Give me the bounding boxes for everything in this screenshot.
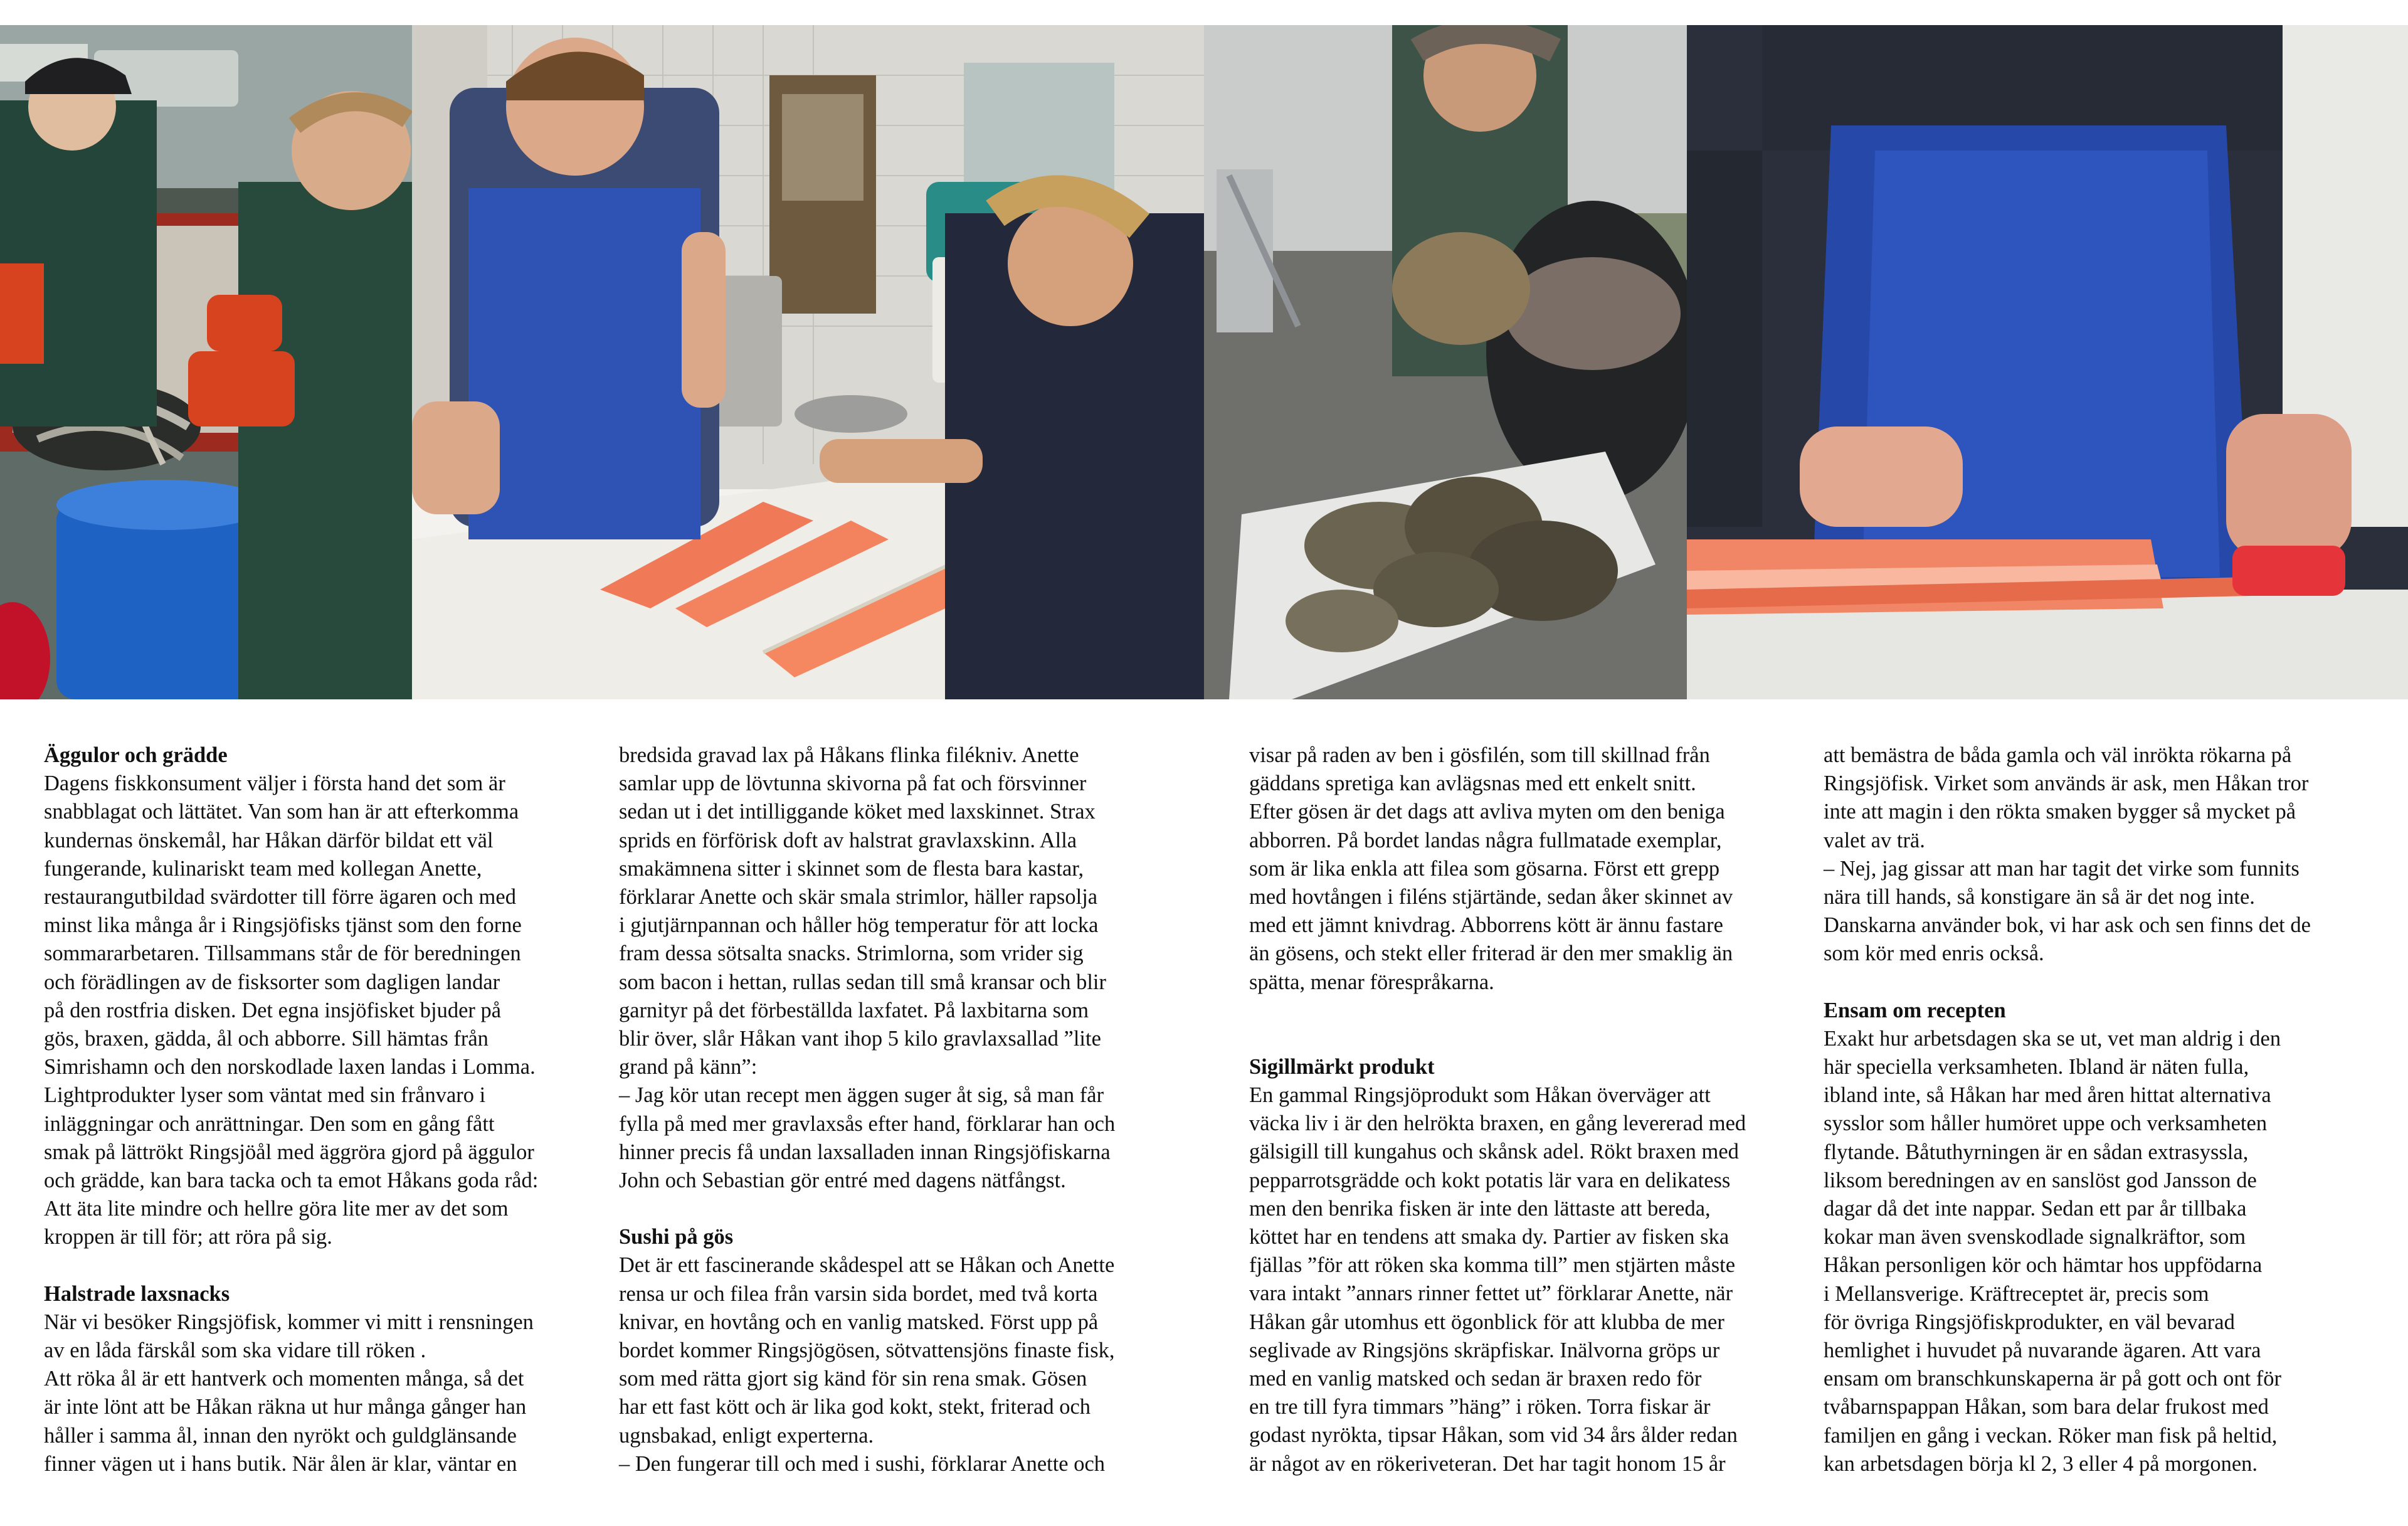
photo-salmon-preparation xyxy=(412,25,1204,699)
paragraph-6: En gammal Ringsjöprodukt som Håkan överväger att väcka liv i är den helrökta braxen, en gång levererad med gälsigill till kungahus och skånsk adel. Rökt braxen med pepparrotsgrädde och kokt potatis lär vara en delikatess men den benrika fisken är inte den lättaste att bereda, köttet har en tendens att smaka dy. Partier av fisken ska fjällas ”för att röken ska komma till” men stjärten måste vara intakt ”annars rinner fettet ut” förklarar Anette, när Håkan går utomhus ett ögonblick för att klubba de mer seglivade av Ringsjöns skräpfiskar. Inälvorna gröps ur med en vanlig matsked och sedan är braxen redo för en tre till fyra timmars ”häng” i röken. Torra fiskar är godast nyrökta, tipsar Håkan, som vid 34 års ålder redan är något av en rökeriveteran. Det har tagit honom 15 år xyxy=(1249,1083,1746,1476)
photo-salmon-slicing xyxy=(1687,25,2408,699)
photo-bream-catch xyxy=(1204,25,1687,699)
eel-sorting-image xyxy=(0,25,412,699)
paragraph-5: visar på raden av ben i gösfilén, som till skillnad från gäddans spretiga kan avlägsnas med ett enkelt snitt. Efter gösen är det dags att avliva myten om den beniga abborren. På bordet landas några fullmatade exemplar, som är lika enkla att filea som gösarna. Först ett grepp med hovtången i filéns stjärtände, sedan åker skinnet av med ett jämnt knivdrag. Abborrens kött är ännu fastare än gösens, och stekt eller friterad är den mer smaklig än spätta, menar förespråkarna. xyxy=(1249,743,1733,994)
heading-sushi-pa-gos: Sushi på gös xyxy=(619,1225,734,1249)
heading-ensam-om-recepten: Ensam om recepten xyxy=(1824,998,2006,1022)
column-2 xyxy=(619,741,1171,1478)
paragraph-1: Dagens fiskkonsument väljer i första hand det som är snabblagat och lättätet. Van som han är att efterkomma kundernas önskemål, har Håkan därför bildat ett väl fungerande, kulinariskt team med kollegan Anette, restaurangutbildad svärdotter till förre ägaren och med minst lika många år i Ringsjöfisks tjänst som den forne sommararbetaren. Tillsammans står de för beredningen och förädlingen av de fisksorter som dagligen landar på den rostfria disken. Det egna insjöfisket bjuder på gös, braxen, gädda, ål och abborre. Sill hämtas från Simrishamn och den norskodlade laxen landas i Lomma. Lightprodukter lyser som väntat med sin frånvaro i inläggningar och anrättningar. Den som en gång fått smak på lättrökt Ringsjöål med äggröra gjord på äggulor och grädde, kan bara tacka och ta emot Håkans goda råd: Att äta lite mindre och hellre göra lite mer av det som kroppen är till för; att röra på sig. xyxy=(44,771,539,1249)
heading-aggulor-och-gradde: Äggulor och grädde xyxy=(44,743,228,767)
column-1 xyxy=(44,741,596,1478)
bream-catch-image xyxy=(1204,25,1687,699)
paragraph-7: att bemästra de båda gamla och väl inrökta rökarna på Ringsjöfisk. Virket som används är ask, men Håkan tror inte att magin i den rökta smaken bygger så mycket på valet av trä. – Nej, jag gissar att man har tagit det virke som funnits nära till hands, så konstigare än så är det nog inte. Danskarna använder bok, vi har ask och sen finns det de som kör med enris också. xyxy=(1824,743,2311,966)
paragraph-2: När vi besöker Ringsjöfisk, kommer vi mitt i rensningen av en låda färskål som ska vidare till röken . Att röka ål är ett hantverk och momenten många, så det är inte lönt att be Håkan räkna ut hur många gånger han håller i samma ål, innan den nyrökt och guldglänsande finner vägen ut i hans butik. När ålen är klar, väntar en xyxy=(44,1310,534,1476)
column-3 xyxy=(1249,741,1801,1478)
photo-eel-sorting xyxy=(0,25,412,699)
salmon-preparation-image xyxy=(412,25,1204,699)
paragraph-4: Det är ett fascinerande skådespel att se Håkan och Anette rensa ur och filea från varsin sida bordet, med två korta knivar, en hovtång och en vanlig matsked. Först upp på bordet kommer Ringsjögösen, sötvattensjöns finaste fisk, som med rätta gjort sig känd för sin rena smak. Gösen har ett fast kött och är lika god kokt, stekt, friterad och ugnsbakad, enligt experterna. – Den fungerar till och med i sushi, förklarar Anette och xyxy=(619,1253,1115,1476)
paragraph-8: Exakt hur arbetsdagen ska se ut, vet man aldrig i den här speciella verksamheten. Ibland är näten fulla, ibland inte, så Håkan har med åren hittat alternativa sysslor som håller humöret uppe och verksamheten flytande. Båtuthyrningen är en sådan extrasyssla, liksom beredningen av en sanslöst god Jansson de dagar då det inte nappar. Sedan ett par år tillbaka kokar man även svenskodlade signalkräftor, som Håkan personligen kör och hämtar hos uppfödarna i Mellansverige. Kräftreceptet är, precis som för övriga Ringsjöfiskprodukter, en väl bevarad hemlighet i huvudet på nuvarande ägaren. Att vara ensam om branschkunskaperna är på gott och ont för tvåbarnspappan Håkan, som bara delar frukost med familjen en gång i veckan. Röker man fisk på heltid, kan arbetsdagen börja kl 2, 3 eller 4 på morgonen. xyxy=(1824,1026,2282,1476)
salmon-slicing-image xyxy=(1687,25,2408,699)
photo-strip xyxy=(0,0,2408,702)
column-4 xyxy=(1824,741,2375,1478)
paragraph-3: bredsida gravad lax på Håkans flinka filékniv. Anette samlar upp de lövtunna skivorna på fat och försvinner sedan ut i det intilliggande köket med laxskinnet. Strax sprids en förförisk doft av halstrat gravlaxskinn. Alla smakämnena sitter i skinnet som de flesta bara kastar, förklarar Anette och skär smala strimlor, häller rapsolja i gjutjärnpannan och håller hög temperatur för att locka fram dessa sötsalta snacks. Strimlorna, som vrider sig som bacon i hettan, rullas sedan till små kransar och blir garnityr på det förbeställda laxfatet. På laxbitarna som blir över, slår Håkan vant ihop 5 kilo gravlaxsallad ”lite grand på känn”: – Jag kör utan recept men äggen suger åt sig, så man får fylla på med mer gravlaxsås efter hand, förklarar han och hinner precis få undan laxsalladen innan Ringsjöfiskarna John och Sebastian gör entré med dagens nätfångst. xyxy=(619,743,1116,1193)
heading-sigillmarkt-produkt: Sigillmärkt produkt xyxy=(1249,1054,1435,1079)
heading-halstrade-laxsnacks: Halstrade laxsnacks xyxy=(44,1281,230,1306)
